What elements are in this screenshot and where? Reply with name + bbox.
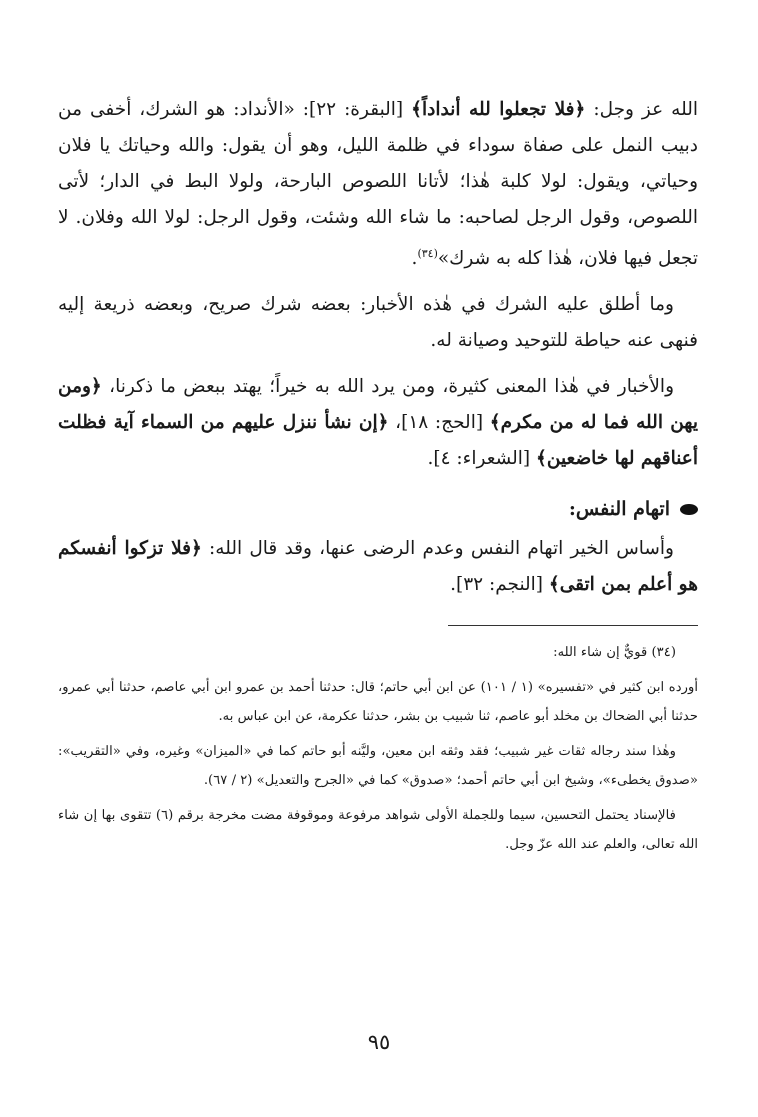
footnote-34-source: أورده ابن كثير في «تفسيره» (١ / ١٠١) عن ابن أبي حاتم؛ قال: حدثنا أحمد بن عمرو ابن أبي عاصم، حدثنا أبي عمرو، حدثنا أبي الضحاك بن مخلد أبو عاصم، ثنا شبيب بن بشر، حدثنا عكرمة، عن ابن عباس به. [58,680,698,725]
page-number: ٩٥ [367,1030,391,1054]
paragraph-1: الله عز وجل: ﴿فلا تجعلوا لله أنداداً﴾ [البقرة: ٢٢]: «الأنداد: هو الشرك، أخفى من دبيب النمل على صفاة سوداء في ظلمة الليل، وهو أن يقول: والله وحياتك يا فلان وحياتي، ويقول: لولا كلبة هٰذا؛ لأتانا اللصوص البارحة، ولولا البط في الدار؛ لأتى اللصوص، وقول الرجل لصاحبه: ما شاء الله وشئت، وقول الرجل: لولا الله وفلان. لا تجعل فيها فلان، هٰذا كله به شرك»$^{(٣٤)}$. [58,99,698,270]
quran-verse: ﴿فلا تجعلوا لله أنداداً﴾ [411,99,586,120]
bullet-icon [680,504,698,515]
footnote-34-conclusion: فالإسناد يحتمل التحسين، سيما وللجملة الأولى شواهد مرفوعة وموقوفة مضت مخرجة برقم (٦) تتقوى بها إن شاء الله تعالى، والعلم عند الله عزّ وجل. [58,808,698,853]
paragraph-4: وأساس الخير اتهام النفس وعدم الرضى عنها، وقد قال الله: ﴿فلا تزكوا أنفسكم هو أعلم بمن اتقى﴾ [النجم: ٣٢]. [58,538,698,596]
paragraph-2: وما أطلق عليه الشرك في هٰذه الأخبار: بعضه شرك صريح، وبعضه ذريعة إليه فنهى عنه حياطة للتوحيد وصيانة له. [58,294,698,352]
footnote-34-title: (٣٤) قويٌّ إن شاء الله: [553,645,676,661]
quran-verse: ﴿ومن يهن الله فما له من مكرم﴾ [58,376,698,434]
footnote-34-grading: وهٰذا سند رجاله ثقات غير شبيب؛ فقد وثقه ابن معين، وليَّنه أبو حاتم كما في «الميزان» وغيره، وفي «التقريب»: «صدوق يخطىء»، وشيخ ابن أبي حاتم أحمد؛ «صدوق» كما في «الجرح والتعديل» (٢ / ٦٧). [58,744,698,789]
quran-verse: ﴿إن نشأ ننزل عليهم من السماء آية فظلت أعناقهم لها خاضعين﴾ [58,412,698,470]
page-body [58,92,698,865]
footnote-marker[interactable]: (٣٤) [417,247,438,260]
paragraph-3: والأخبار في هٰذا المعنى كثيرة، ومن يرد الله به خيراً؛ يهتد ببعض ما ذكرنا، ﴿ومن يهن الله فما له من مكرم﴾ [الحج: ١٨]، ﴿إن نشأ ننزل عليهم من السماء آية فظلت أعناقهم لها خاضعين﴾ [الشعراء: ٤]. [58,376,698,470]
quran-verse: ﴿فلا تزكوا أنفسكم هو أعلم بمن اتقى﴾ [58,538,698,596]
footnote-divider [448,625,698,626]
section-heading: اتهام النفس: [58,491,698,527]
